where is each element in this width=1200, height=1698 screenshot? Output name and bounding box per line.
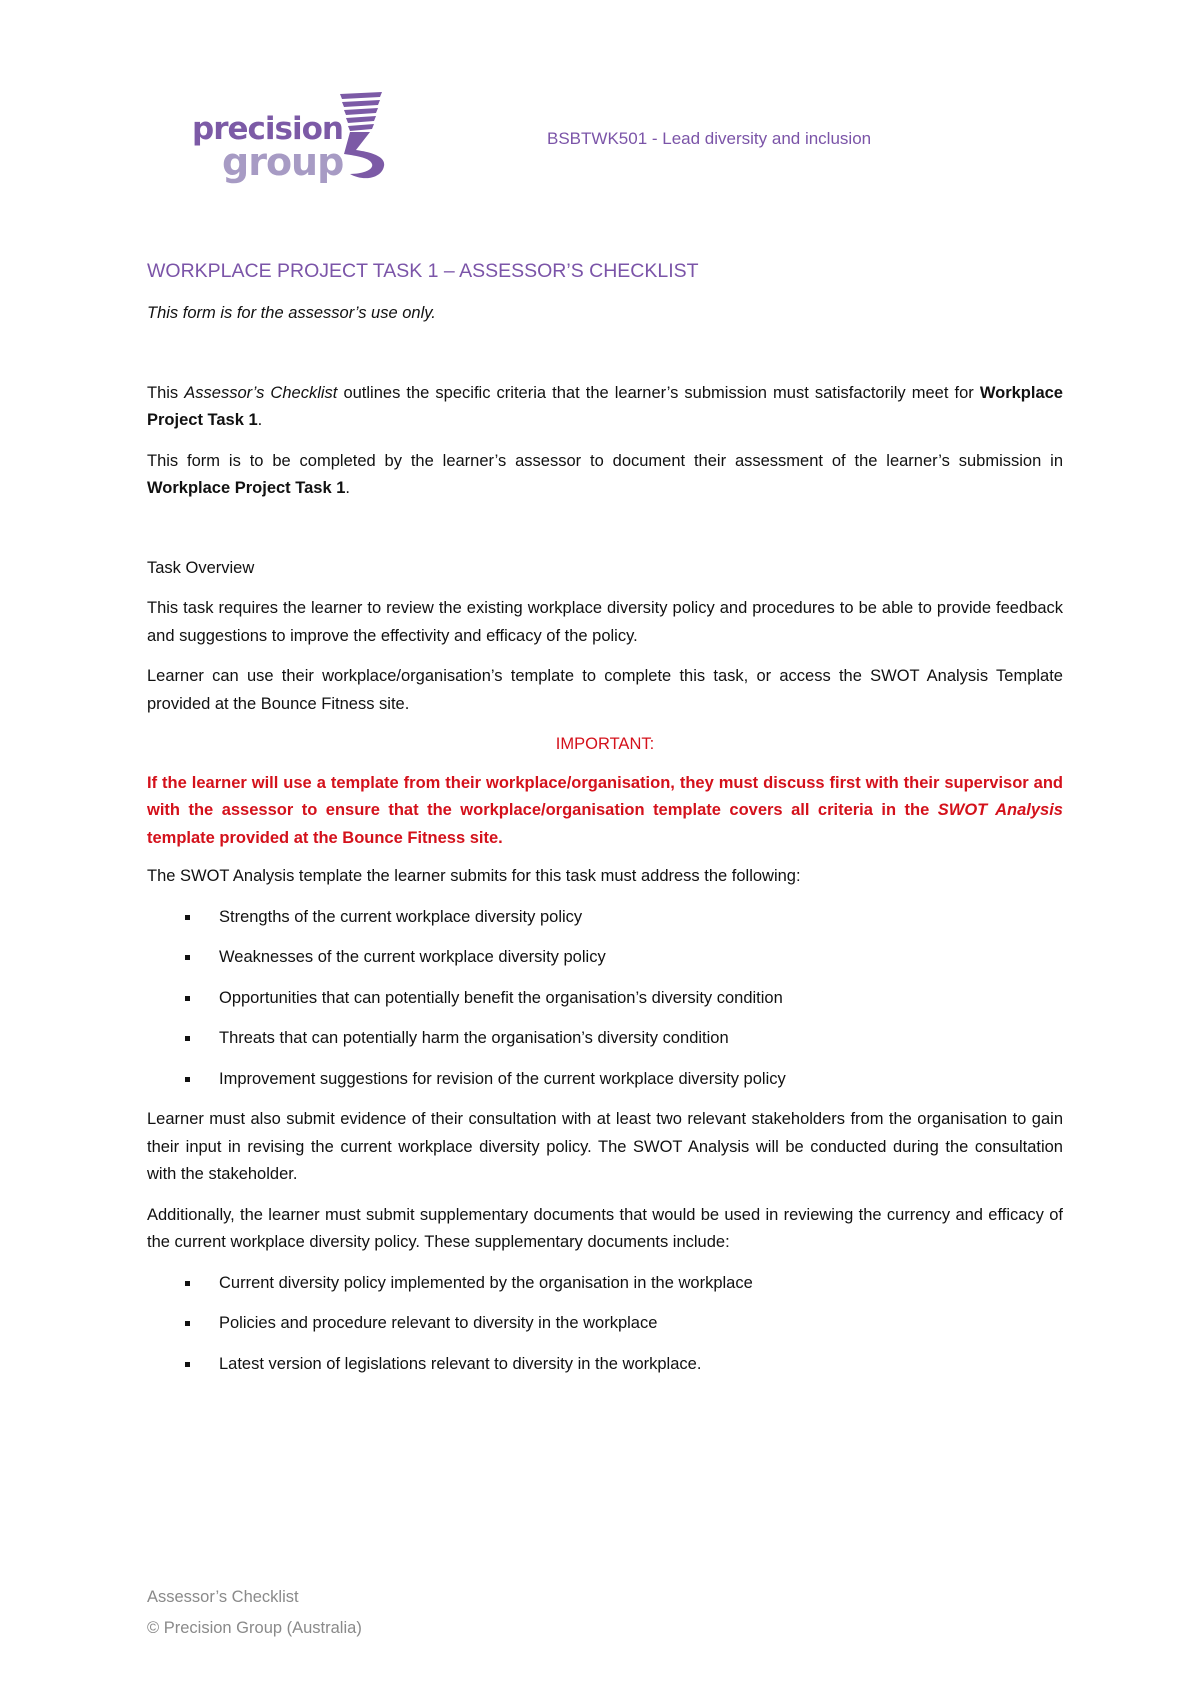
footer-document-name: Assessor’s Checklist: [147, 1588, 299, 1606]
page-footer: [147, 1582, 362, 1644]
precision-group-logo: [192, 92, 382, 188]
square-bullet-icon: [185, 996, 190, 1001]
important-notice: If the learner will use a template from their workplace/organisation, they must discuss first with their supervisor and with the assessor to ensure that the workplace/organisation template covers all criteria in the SWOT Analysis template provided at the Bounce Fitness site.: [147, 773, 1063, 847]
list-item: Current diversity policy implemented by the organisation in the workplace: [147, 1270, 1063, 1298]
document-body: [147, 258, 1063, 1391]
consultation-paragraph: Learner must also submit evidence of their consultation with at least two relevant stakeholders from the organisation to gain their input in revising the current workplace diversity policy. The SWOT Analysis will be conducted during the consultation with the stakeholder.: [147, 1110, 1063, 1183]
supplementary-list: [147, 1270, 1063, 1379]
list-item: Opportunities that can potentially benefit the organisation’s diversity condition: [147, 985, 1063, 1013]
supplementary-intro: Additionally, the learner must submit supplementary documents that would be used in reviewing the currency and efficacy of the current workplace diversity policy. These supplementary documents include:: [147, 1205, 1063, 1251]
square-bullet-icon: [185, 915, 190, 920]
precision-group-swoosh-icon: [330, 92, 388, 188]
swot-list: [147, 904, 1063, 1094]
document-subtitle: This form is for the assessor’s use only.: [147, 304, 436, 322]
square-bullet-icon: [185, 955, 190, 960]
list-item: Threats that can potentially harm the organisation’s diversity condition: [147, 1025, 1063, 1053]
list-item: Weaknesses of the current workplace diversity policy: [147, 944, 1063, 972]
unit-title: BSBTWK501 - Lead diversity and inclusion: [547, 129, 872, 148]
footer-copyright: © Precision Group (Australia): [147, 1619, 362, 1637]
square-bullet-icon: [185, 1077, 190, 1082]
task-overview-heading: Task Overview: [147, 558, 255, 577]
square-bullet-icon: [185, 1036, 190, 1041]
logo-word-precision: precision: [192, 111, 343, 147]
intro-paragraph-2: This form is to be completed by the learner’s assessor to document their assessment of the learner’s submission in Workplace Project Task 1.: [147, 451, 1063, 497]
square-bullet-icon: [185, 1362, 190, 1367]
task-overview-paragraph-2: Learner can use their workplace/organisation’s template to complete this task, or access the SWOT Analysis Template provided at the Bounce Fitness site.: [147, 667, 1063, 713]
document-title: WORKPLACE PROJECT TASK 1 – ASSESSOR’S CHECKLIST: [147, 260, 699, 282]
square-bullet-icon: [185, 1321, 190, 1326]
swot-intro: The SWOT Analysis template the learner submits for this task must address the following:: [147, 867, 801, 885]
list-item: Strengths of the current workplace diversity policy: [147, 904, 1063, 932]
list-item: Latest version of legislations relevant to diversity in the workplace.: [147, 1351, 1063, 1379]
logo-word-group: group: [222, 140, 344, 184]
important-heading: IMPORTANT:: [555, 735, 655, 753]
list-item: Policies and procedure relevant to diversity in the workplace: [147, 1310, 1063, 1338]
intro-paragraph-1: This Assessor’s Checklist outlines the specific criteria that the learner’s submission must satisfactorily meet for Workplace Project Task 1.: [147, 383, 1063, 429]
task-overview-paragraph-1: This task requires the learner to review the existing workplace diversity policy and procedures to be able to provide feedback and suggestions to improve the effectivity and efficacy of the policy.: [147, 599, 1063, 645]
square-bullet-icon: [185, 1281, 190, 1286]
list-item: Improvement suggestions for revision of the current workplace diversity policy: [147, 1066, 1063, 1094]
